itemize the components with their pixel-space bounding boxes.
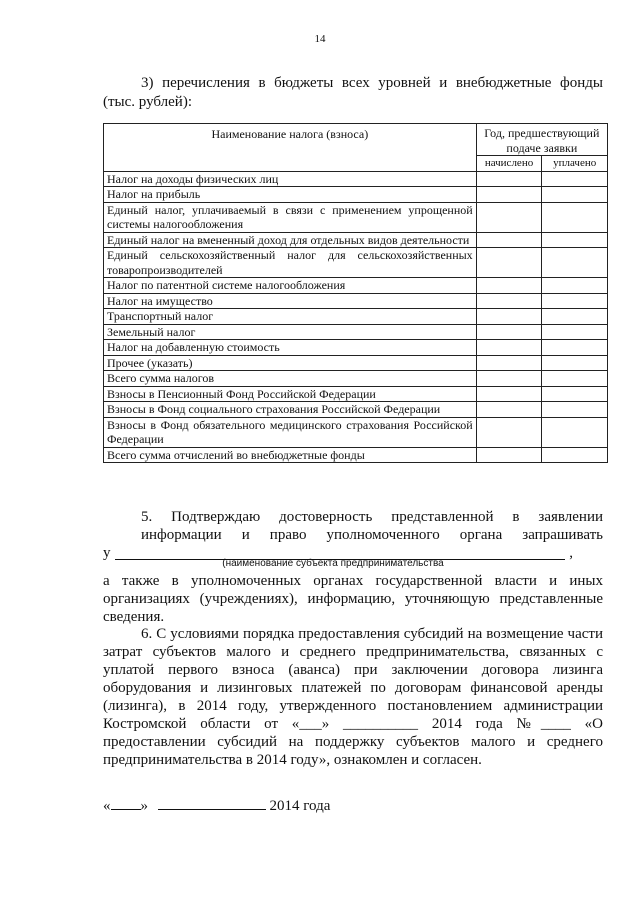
accrued-cell[interactable] [476,309,542,325]
paid-cell[interactable] [542,417,608,447]
accrued-cell[interactable] [476,202,542,232]
tax-row-name: Налог на имущество [104,293,477,309]
accrued-cell[interactable] [476,278,542,294]
u-prefix: у [103,545,111,561]
table-row [104,278,608,294]
tax-table [103,123,608,463]
tax-row-name: Взносы в Пенсионный Фонд Российской Федерации [104,386,477,402]
p5-line-1: 5. Подтверждаю достоверность представленной в заявлении [141,509,603,525]
accrued-cell[interactable] [476,293,542,309]
table-row [104,248,608,278]
accrued-cell[interactable] [476,171,542,187]
intro-line-1: 3) перечисления в бюджеты всех уровней и внебюджетные фонды [141,75,603,91]
paid-cell[interactable] [542,386,608,402]
paid-cell[interactable] [542,248,608,278]
date-close-quote: » [140,798,148,814]
tax-row-name: Транспортный налог [104,309,477,325]
month-field[interactable] [158,796,266,810]
page-number: 14 [314,33,326,45]
header-paid: уплачено [542,156,608,172]
paid-cell[interactable] [542,278,608,294]
paid-cell[interactable] [542,232,608,248]
paid-cell[interactable] [542,202,608,232]
intro-section [103,74,603,112]
paragraph-6 [103,625,603,769]
accrued-cell[interactable] [476,447,542,463]
paid-cell[interactable] [542,371,608,387]
accrued-cell[interactable] [476,324,542,340]
tax-row-name: Единый налог на вмененный доход для отдельных видов деятельности [104,232,477,248]
entity-name-caption: (наименование субъекта предпринимательства [222,558,444,569]
accrued-cell[interactable] [476,340,542,356]
p6-text: 6. С условиями порядка предоставления субсидий на возмещение части затрат субъектов малого и среднего предпринимательства, связанных с уплатой первого взноса (аванса) при заключении договора лизинга оборудования и лизинговых платежей по договорам финансовой аренды (лизинга), в 2014 году, утвержденного постановлением администрации Костромской области от «___» __________ 2014 года №____ «О предоставлении субсидий на поддержку субъектов малого и среднего предпринимательства в 2014 году», ознакомлен и согласен. [103,626,603,768]
paid-cell[interactable] [542,293,608,309]
accrued-cell[interactable] [476,371,542,387]
paid-cell[interactable] [542,402,608,418]
table-row [104,355,608,371]
tax-row-name: Взносы в Фонд обязательного медицинского страхования Российской Федерации [104,417,477,447]
accrued-cell[interactable] [476,402,542,418]
day-field[interactable] [111,796,141,810]
paid-cell[interactable] [542,187,608,203]
tax-row-name: Налог на доходы физических лиц [104,171,477,187]
table-row [104,232,608,248]
comma: , [569,545,573,561]
p5-line-2: информации и право уполномоченного органа запрашивать [141,527,603,543]
tax-row-name: Всего сумма налогов [104,371,477,387]
accrued-cell[interactable] [476,417,542,447]
table-row [104,402,608,418]
table-row [104,202,608,232]
accrued-cell[interactable] [476,232,542,248]
tax-row-name: Взносы в Фонд социального страхования Российской Федерации [104,402,477,418]
tax-row-name: Земельный налог [104,324,477,340]
table-row [104,171,608,187]
p5-continuation: а также в уполномоченных органах государственной власти и иных организациях (учреждениях), информацию, уточняющую представленные сведения. [103,573,603,625]
paid-cell[interactable] [542,171,608,187]
tax-row-name: Единый налог, уплачиваемый в связи с применением упрощенной системы налогообложения [104,202,477,232]
table-row [104,371,608,387]
header-previous-year: Год, предшествующий подаче заявки [476,124,607,156]
accrued-cell[interactable] [476,355,542,371]
tax-row-name: Налог на прибыль [104,187,477,203]
table-row [104,187,608,203]
paragraph-5 [103,508,603,562]
paid-cell[interactable] [542,340,608,356]
accrued-cell[interactable] [476,187,542,203]
tax-row-name: Единый сельскохозяйственный налог для сельскохозяйственных товаропроизводителей [104,248,477,278]
table-row [104,447,608,463]
paid-cell[interactable] [542,324,608,340]
tax-row-name: Налог по патентной системе налогообложения [104,278,477,294]
accrued-cell[interactable] [476,248,542,278]
header-accrued: начислено [476,156,542,172]
table-row [104,324,608,340]
table-row [104,417,608,447]
tax-row-name: Налог на добавленную стоимость [104,340,477,356]
date-open-quote: « [103,798,111,814]
paid-cell[interactable] [542,309,608,325]
intro-line-2: (тыс. рублей): [103,94,192,110]
table-row [104,386,608,402]
table-row [104,293,608,309]
table-row [104,309,608,325]
tax-row-name: Всего сумма отчислений во внебюджетные фонды [104,447,477,463]
date-year: 2014 года [269,798,331,814]
table-row [104,340,608,356]
tax-row-name: Прочее (указать) [104,355,477,371]
paid-cell[interactable] [542,355,608,371]
paid-cell[interactable] [542,447,608,463]
date-line [103,796,330,815]
accrued-cell[interactable] [476,386,542,402]
header-tax-name: Наименование налога (взноса) [104,124,477,172]
